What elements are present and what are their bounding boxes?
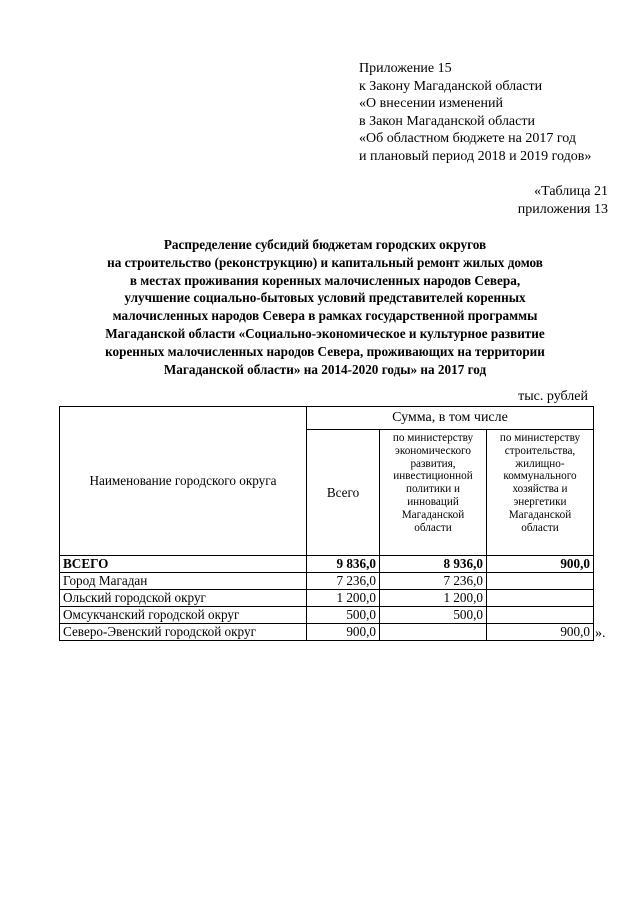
table-row <box>60 607 594 624</box>
subsidy-table <box>59 406 594 641</box>
header-total: Всего <box>307 430 380 556</box>
table-ref-line: приложения 13 <box>517 201 608 217</box>
appendix-line: в Закон Магаданской области <box>359 113 535 129</box>
cell-total: 7 236,0 <box>307 573 380 590</box>
table-row <box>60 573 594 590</box>
table-row <box>60 624 594 641</box>
cell-name: Ольский городской округ <box>60 590 307 607</box>
document-title <box>40 236 610 378</box>
cell-construction <box>487 590 594 607</box>
header-economy: по министерству экономического развития, инвестиционной политики и инноваций Магаданской области <box>380 430 487 556</box>
title-line: Распределение субсидий бюджетам городских округов <box>163 237 487 252</box>
appendix-line: Приложение 15 <box>359 61 452 76</box>
cell-economy: 8 936,0 <box>380 556 487 573</box>
cell-name: Омсукчанский городской округ <box>60 607 307 624</box>
table-ref-line: «Таблица 21 <box>534 184 608 199</box>
appendix-block <box>359 60 591 165</box>
header-row <box>60 407 594 430</box>
cell-economy: 1 200,0 <box>380 590 487 607</box>
cell-construction <box>487 607 594 624</box>
cell-total: 9 836,0 <box>307 556 380 573</box>
cell-total: 1 200,0 <box>307 590 380 607</box>
closing-quote-mark: ». <box>595 626 606 641</box>
header-name: Наименование городского округа <box>60 407 307 556</box>
cell-name: Город Магадан <box>60 573 307 590</box>
appendix-line: «Об областном бюджете на 2017 год <box>359 131 576 146</box>
cell-economy: 500,0 <box>380 607 487 624</box>
cell-total: 900,0 <box>307 624 380 641</box>
cell-total: 500,0 <box>307 607 380 624</box>
cell-name: Северо-Эвенский городской округ <box>60 624 307 641</box>
appendix-line: к Закону Магаданской области <box>359 78 543 94</box>
cell-construction <box>487 573 594 590</box>
table-reference <box>518 183 608 218</box>
title-line: малочисленных народов Севера в рамках государственной программы <box>112 308 538 324</box>
cell-construction: 900,0 <box>487 624 594 641</box>
table-row <box>60 590 594 607</box>
header-sum: Сумма, в том числе <box>307 407 594 430</box>
title-line: на строительство (реконструкцию) и капитальный ремонт жилых домов <box>107 254 543 270</box>
units-label: тыс. рублей <box>518 389 588 404</box>
title-line: улучшение социально-бытовых условий представителей коренных <box>124 290 526 306</box>
title-line: в местах проживания коренных малочисленных народов Севера, <box>129 272 521 288</box>
cell-economy: 7 236,0 <box>380 573 487 590</box>
title-line: коренных малочисленных народов Севера, проживающих на территории <box>105 343 545 359</box>
cell-name: ВСЕГО <box>60 556 307 573</box>
appendix-line: и плановый период 2018 и 2019 годов» <box>359 148 592 164</box>
cell-construction: 900,0 <box>487 556 594 573</box>
title-line: Магаданской области» на 2014-2020 годы» на 2017 год <box>163 361 487 377</box>
table-row-total <box>60 556 594 573</box>
header-construction: по министерству строительства, жилищно-коммунального хозяйства и энергетики Магаданской области <box>487 430 594 556</box>
title-line: Магаданской области «Социально-экономическое и культурное развитие <box>105 325 545 341</box>
appendix-line: «О внесении изменений <box>359 96 503 111</box>
cell-economy <box>380 624 487 641</box>
